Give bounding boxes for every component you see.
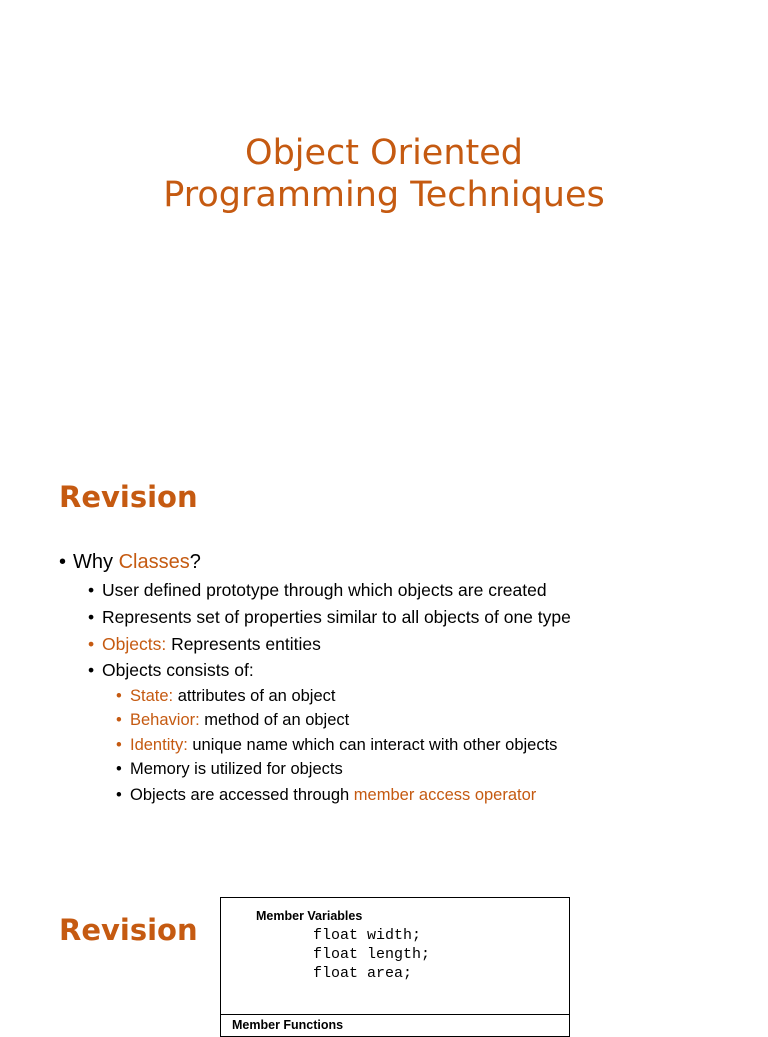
bullet-dot: • — [116, 786, 122, 804]
objects-label: Objects: — [102, 634, 167, 654]
bullet-text: Memory is utilized for objects — [130, 760, 343, 778]
code-line-area: float area; — [313, 965, 413, 982]
bullet-dot: • — [116, 687, 122, 705]
bullet-accessed — [116, 786, 537, 805]
bullet-dot: • — [59, 551, 67, 573]
bullet-prototype — [88, 580, 547, 601]
title-line-2: Programming Techniques — [163, 175, 605, 215]
revision-heading-1: Revision — [59, 480, 198, 514]
bullet-dot: • — [88, 607, 95, 627]
bullet-identity — [116, 736, 558, 755]
code-line-length: float length; — [313, 946, 431, 963]
title-line-1: Object Oriented — [245, 133, 523, 173]
bullet-behavior — [116, 711, 350, 730]
identity-label: Identity: — [130, 736, 188, 754]
code-line-width: float width; — [313, 927, 422, 944]
bullet-consists — [88, 660, 254, 681]
state-label: State: — [130, 687, 174, 705]
identity-text: unique name which can interact with other objects — [187, 736, 558, 754]
bullet-dot: • — [88, 660, 95, 680]
bullet-dot: • — [116, 760, 122, 778]
question-mark: ? — [189, 551, 201, 573]
why-text: Why — [73, 551, 119, 573]
bullet-dot: • — [116, 711, 122, 729]
class-diagram-box — [220, 897, 570, 1037]
member-functions-label: Member Functions — [232, 1018, 344, 1032]
slide-title — [0, 132, 768, 216]
bullet-why-classes — [59, 551, 201, 574]
bullet-memory — [116, 760, 343, 779]
behavior-label: Behavior: — [130, 711, 200, 729]
bullet-text: Objects consists of: — [102, 660, 254, 680]
member-variables-label: Member Variables — [256, 909, 363, 923]
accessed-text: Objects are accessed through — [130, 786, 354, 804]
bullet-text: Represents set of properties similar to all objects of one type — [102, 607, 571, 627]
member-access-operator: member access operator — [353, 786, 537, 804]
state-text: attributes of an object — [173, 687, 336, 705]
bullet-dot: • — [116, 736, 122, 754]
revision-heading-2: Revision — [59, 913, 198, 947]
bullet-state — [116, 687, 336, 706]
classes-term: Classes — [118, 551, 190, 573]
bullet-text: User defined prototype through which objects are created — [102, 580, 547, 600]
objects-text: Represents entities — [166, 634, 321, 654]
box-divider — [221, 1014, 569, 1015]
bullet-properties — [88, 607, 571, 628]
behavior-text: method of an object — [199, 711, 350, 729]
bullet-objects — [88, 634, 321, 655]
bullet-dot: • — [88, 634, 95, 654]
bullet-dot: • — [88, 580, 95, 600]
